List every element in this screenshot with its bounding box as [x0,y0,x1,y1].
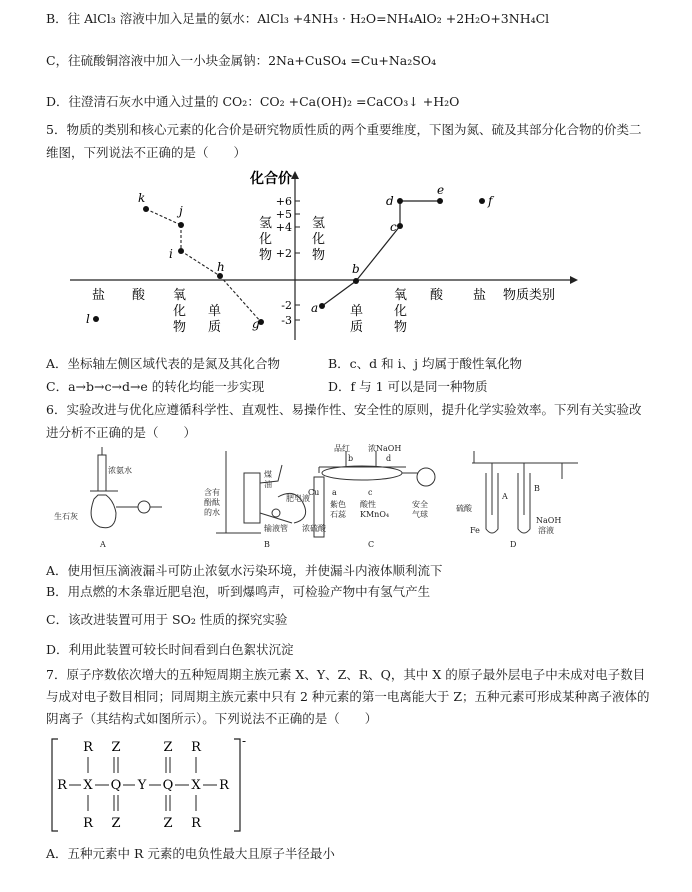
label-c-a: a [332,488,337,497]
mid-y: Y [137,778,147,793]
label-b-2: 酚酞 [204,498,220,507]
option-d-prev: D．往澄清石灰水中通入过量的 CO₂：CO₂ +Ca(OH)₂ =CaCO₃↓ +H₂O [46,94,460,109]
label-f: f [488,194,493,208]
bot-r2: R [191,816,201,831]
label-b: b [352,262,360,276]
tick-plus2: +2 [275,247,292,260]
label-apparatus-d: D [510,540,517,549]
label-h: h [217,260,225,274]
tick-minus2: -2 [281,299,292,312]
right-element-2: 质 [350,320,364,335]
bot-z2: Z [163,816,173,831]
q7-stem-line3: 阴离子（其结构式如图所示）。下列说法不正确的是（ ） [46,711,378,726]
right-label-acid: 酸 [430,288,444,303]
left-element-1: 单 [208,304,222,319]
label-apparatus-c: C [368,540,375,549]
label-c-naoh: 浓NaOH [368,444,402,453]
label-c-safety: 安全 [412,500,428,509]
label-apparatus-b: B [264,540,270,549]
right-oxide-1: 氧 [394,288,408,303]
label-e: e [437,183,445,197]
top-z2: Z [163,740,173,755]
label-c-pink: 品红 [334,444,350,453]
label-c-cu: Cu [308,488,320,497]
left-oxide-1: 氧 [173,288,187,303]
hydride-right-3: 物 [312,248,326,263]
q5-stem-line1: 5．物质的类别和核心元素的化合价是研究物质性质的两个重要维度，下图为氮、硫及其部分化合物的价类二 [46,122,642,137]
point-e [437,198,443,204]
hydride-left-2: 化 [259,232,273,247]
anion-structure-formula [48,735,258,835]
label-c: c [390,220,397,234]
label-c-kmno4: KMnO₄ [360,510,390,519]
label-c-litmus: 石蕊 [330,510,346,519]
top-z1: Z [111,740,121,755]
label-c-c: c [368,488,373,497]
q5-option-d: D．f 与 1 可以是同一种物质 [328,379,488,394]
right-element-1: 单 [350,304,364,319]
q5-option-a: A．坐标轴左侧区域代表的是氮及其化合物 [46,356,281,371]
point-b [353,278,359,284]
label-d-b: B [534,484,540,493]
label-soap: 肥皂液 [286,494,310,503]
q6-option-b: B．用点燃的木条靠近肥皂泡，听到爆鸣声，可检验产物中有氢气产生 [46,584,431,599]
right-oxide-2: 化 [394,304,408,319]
label-b-4: 煤 [264,470,272,479]
point-j [178,222,184,228]
left-oxide-3: 物 [173,320,187,335]
bot-r1: R [83,816,93,831]
label-g: g [252,317,260,331]
mid-r2: R [219,778,229,793]
label-a: a [311,301,319,315]
q6-option-d: D．利用此装置可较长时间看到白色絮状沉淀 [46,642,294,657]
q5-option-b: B．c、d 和 i、j 均属于酸性氧化物 [328,356,522,371]
point-d [397,198,403,204]
x-axis-title: 物质类别 [503,288,556,303]
label-c-b: b [348,454,354,463]
label-c-balloon: 气球 [412,510,428,519]
point-l [93,316,99,322]
bot-z1: Z [111,816,121,831]
left-oxide-2: 化 [173,304,187,319]
label-d-fe: Fe [470,526,480,535]
label-d-naoh: NaOH [536,516,562,525]
label-c-purple: 紫色 [330,500,346,509]
label-c-d: d [386,454,392,463]
experiment-apparatus-figure [46,443,646,555]
label-b-3: 的水 [204,508,220,517]
label-j: j [179,204,183,218]
option-c-prev: C，往硫酸铜溶液中加入一小块金属钠：2Na+CuSO₄ =Cu+Na₂SO₄ [46,53,437,68]
q6-stem-line2: 进分析不正确的是（ ） [46,425,197,440]
q5-option-c: C．a→b→c→d→e 的转化均能一步实现 [46,379,265,394]
hydride-right-1: 氢 [312,216,326,231]
apparatus-d [472,451,578,533]
hydride-left-3: 物 [259,248,273,263]
point-f [479,198,485,204]
tick-plus6: +6 [275,195,292,208]
valence-category-diagram [60,165,580,345]
option-b-prev: B．往 AlCl₃ 溶液中加入足量的氨水：AlCl₃ +4NH₃ · H₂O=NH₄AlO₂ +2H₂O+3NH₄Cl [46,11,550,26]
q6-stem-line1: 6．实验改进与优化应遵循科学性、直观性、易操作性、安全性的原则，提升化学实验效率。下列有关实验改 [46,402,642,417]
tick-plus4: +4 [275,221,292,234]
left-element-2: 质 [208,320,222,335]
label-l: l [86,312,90,326]
label-b-5: 油 [264,480,272,489]
label-d-solution: 溶液 [538,526,554,535]
q7-stem-line1: 7．原子序数依次增大的五种短周期主族元素 X、Y、Z、R、Q，其中 X 的原子最外层电子中未成对电子数目 [46,667,646,682]
hydride-right-2: 化 [312,232,326,247]
right-label-salt: 盐 [473,288,487,303]
point-c [397,223,403,229]
apparatus-b [216,451,306,533]
point-k [143,206,149,212]
q6-option-a: A．使用恒压滴液漏斗可防止浓氨水污染环境，并使漏斗内液体顺利流下 [46,563,443,578]
point-a [319,303,325,309]
label-ammonia: 浓氨水 [108,466,132,475]
label-apparatus-a: A [100,540,106,549]
tick-plus5: +5 [275,208,292,221]
anion-charge: - [242,735,247,748]
left-label-acid: 酸 [132,288,146,303]
label-d-a: A [502,492,508,501]
label-k: k [138,191,146,205]
label-i: i [169,247,173,261]
label-b-1: 含有 [204,488,220,497]
mid-q2: Q [162,778,174,793]
left-label-salt: 盐 [92,288,106,303]
q6-option-c: C．该改进装置可用于 SO₂ 性质的探究实验 [46,612,288,627]
apparatus-a [90,447,162,528]
q5-stem-line2: 维图，下列说法不正确的是（ ） [46,145,247,160]
top-r1: R [83,740,93,755]
mid-x1: X [83,778,93,793]
tick-minus3: -3 [281,314,292,327]
q7-stem-line2: 与成对电子数目相同；同周期主族元素中只有 2 种元素的第一电离能大于 Z；五种元素可形成某种离子液体的 [46,689,650,704]
label-c-h2so4: 浓硫酸 [302,524,326,533]
hydride-left-1: 氢 [259,216,273,231]
point-i [178,248,184,254]
top-r2: R [191,740,201,755]
right-oxide-3: 物 [394,320,408,335]
label-d: d [386,194,394,208]
label-c-acidic: 酸性 [360,500,376,509]
mid-q1: Q [110,778,122,793]
label-quicklime: 生石灰 [54,512,78,521]
mid-x2: X [191,778,201,793]
y-axis-title: 化合价 [250,171,292,187]
q7-option-a: A．五种元素中 R 元素的电负性最大且原子半径最小 [46,846,335,861]
mid-r1: R [57,778,67,793]
label-tube: 输液管 [264,524,288,533]
label-d-acid: 硫酸 [456,504,472,513]
